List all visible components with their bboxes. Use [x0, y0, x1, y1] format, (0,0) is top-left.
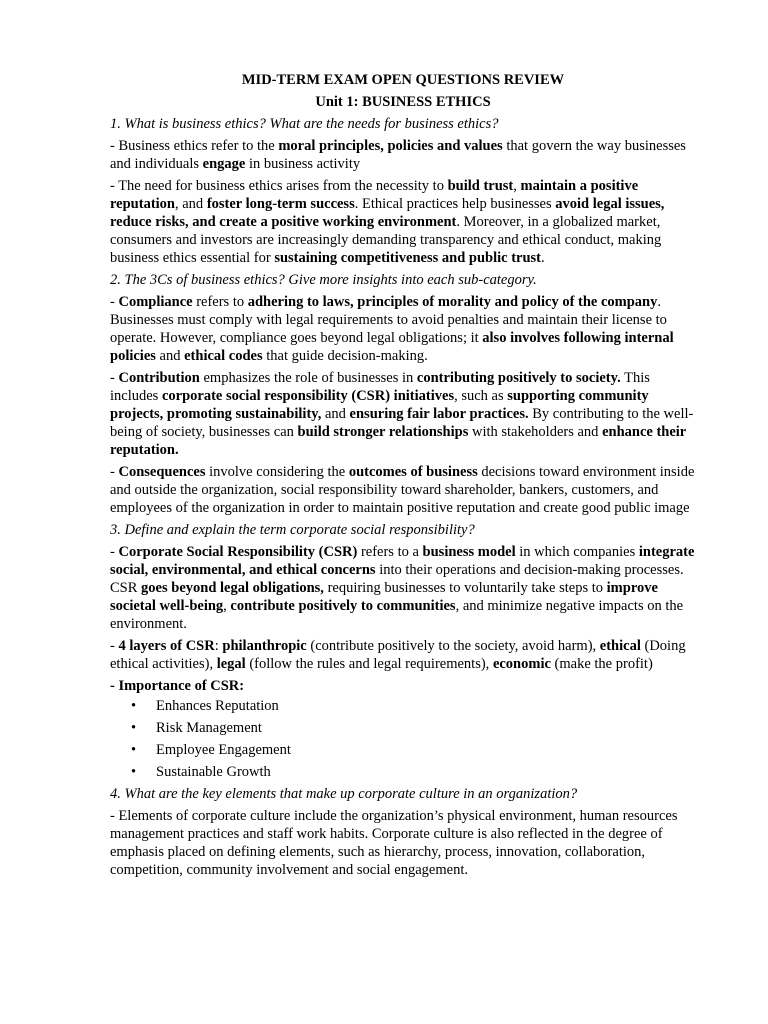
bold-text: ensuring fair labor practices.: [349, 406, 529, 422]
bullet-text: Enhances Reputation: [156, 698, 279, 714]
answer-paragraph: [110, 807, 696, 879]
bullet-text: Employee Engagement: [156, 742, 291, 758]
text-run: , and minimize negative impacts on the environment.: [110, 598, 684, 632]
bold-text: corporate social responsibility (CSR) initiatives: [161, 388, 455, 404]
answer-paragraph: [110, 463, 696, 517]
text-run: and: [155, 348, 185, 364]
text-run: refers to: [192, 294, 248, 310]
text-run: in business activity: [245, 156, 361, 172]
bold-text: - Importance of CSR:: [110, 678, 245, 694]
text-run: -: [110, 464, 119, 480]
text-run: and: [321, 406, 350, 422]
bold-text: build trust: [447, 178, 514, 194]
bold-text: avoid legal issues, reduce risks, and create a positive working environment: [110, 196, 665, 230]
text-run: in which companies: [515, 544, 639, 560]
bullet-dot-icon: •: [131, 764, 137, 780]
bullet-dot-icon: •: [131, 698, 137, 714]
text-run: -: [110, 370, 119, 386]
text-run: that guide decision-making.: [262, 348, 428, 364]
text-run: -: [110, 638, 119, 654]
bold-text: improve societal well-being: [110, 580, 658, 614]
bold-text: 4 layers of CSR: [118, 638, 215, 654]
text-run: that govern the way businesses and individuals: [110, 138, 686, 172]
text-run: refers to a: [357, 544, 423, 560]
text-run: -: [110, 294, 119, 310]
text-run: By contributing to the well-being of society, businesses can: [110, 406, 694, 440]
text-run: involve considering the: [205, 464, 349, 480]
text-run: .: [541, 250, 545, 266]
bullet-item: [110, 741, 696, 759]
bold-text: Corporate Social Responsibility (CSR): [118, 544, 358, 560]
bullet-text: Risk Management: [156, 720, 262, 736]
text-run: :: [214, 638, 223, 654]
bullet-text: Sustainable Growth: [156, 764, 271, 780]
text-run: This includes: [110, 370, 650, 404]
bold-text: contributing positively to society.: [416, 370, 621, 386]
text-run: emphasizes the role of businesses in: [199, 370, 417, 386]
answer-paragraph: [110, 369, 696, 459]
answer-paragraph: [110, 677, 696, 695]
bold-text: goes beyond legal obligations,: [141, 580, 324, 596]
text-run: (Doing ethical activities),: [110, 638, 686, 672]
question-heading: 4. What are the key elements that make up corporate culture in an organization?: [110, 786, 578, 802]
bold-text: build stronger relationships: [297, 424, 469, 440]
document-body: [110, 115, 696, 879]
text-run: (follow the rules and legal requirements),: [245, 656, 493, 672]
bullet-item: [110, 719, 696, 737]
text-run: ,: [223, 598, 231, 614]
bold-text: supporting community projects, promoting sustainability,: [110, 388, 649, 422]
question-heading: 2. The 3Cs of business ethics? Give more insights into each sub-category.: [110, 272, 537, 288]
bold-text: foster long-term success: [206, 196, 355, 212]
bullet-item: [110, 697, 696, 715]
page-subtitle: Unit 1: BUSINESS ETHICS: [315, 94, 491, 110]
bold-text: moral principles, policies and values: [278, 138, 503, 154]
bold-text: maintain a positive reputation: [110, 178, 639, 212]
text-run: , and: [175, 196, 207, 212]
text-run: - Elements of corporate culture include the organization’s physical environment, human resources management practices and staff work habits. Corporate culture is also reflected in the degree of emphasis placed on defining elements, such as hierarchy, process, innovation, collaboration, competition, community involvement and social engagement.: [110, 808, 678, 878]
bold-text: engage: [202, 156, 246, 172]
bold-text: enhance their reputation.: [110, 424, 686, 458]
bold-text: ethical codes: [184, 348, 263, 364]
bold-text: contribute positively to communities: [230, 598, 456, 614]
bold-text: also involves following internal policies: [110, 330, 674, 364]
question-heading: 1. What is business ethics? What are the needs for business ethics?: [110, 116, 499, 132]
text-run: , such as: [454, 388, 508, 404]
bullet-dot-icon: •: [131, 720, 137, 736]
bullet-item: [110, 763, 696, 781]
bold-text: philanthropic: [222, 638, 307, 654]
bold-text: integrate social, environmental, and ethical concerns: [110, 544, 695, 578]
bold-text: Compliance: [118, 294, 193, 310]
answer-paragraph: [110, 137, 696, 173]
answer-paragraph: [110, 177, 696, 267]
bold-text: Consequences: [118, 464, 206, 480]
text-run: into their operations and decision-making processes. CSR: [110, 562, 684, 596]
text-run: - Business ethics refer to the: [110, 138, 279, 154]
bold-text: outcomes of business: [348, 464, 478, 480]
bullet-list: [110, 697, 696, 781]
text-run: (make the profit): [550, 656, 653, 672]
question-heading: 3. Define and explain the term corporate social responsibility?: [110, 522, 475, 538]
text-run: . Moreover, in a globalized market, consumers and investors are increasingly demanding transparency and ethical conduct, making business ethics essential for: [110, 214, 662, 266]
text-run: with stakeholders and: [468, 424, 603, 440]
answer-paragraph: [110, 637, 696, 673]
text-run: -: [110, 544, 119, 560]
text-run: . Ethical practices help businesses: [354, 196, 556, 212]
answer-paragraph: [110, 543, 696, 633]
text-run: - The need for business ethics arises from the necessity to: [110, 178, 448, 194]
text-run: requiring businesses to voluntarily take steps to: [323, 580, 607, 596]
bold-text: business model: [422, 544, 516, 560]
bold-text: sustaining competitiveness and public trust: [274, 250, 541, 266]
text-run: ,: [513, 178, 521, 194]
answer-paragraph: [110, 293, 696, 365]
text-run: (contribute positively to the society, avoid harm),: [306, 638, 600, 654]
text-run: . Businesses must comply with legal requirements to avoid penalties and maintain their license to operate. However, compliance goes beyond legal obligations; it: [110, 294, 667, 346]
bold-text: ethical: [599, 638, 641, 654]
bold-text: Contribution: [118, 370, 200, 386]
bold-text: economic: [492, 656, 551, 672]
text-run: decisions toward environment inside and outside the organization, social responsibility toward shareholder, bankers, customers, and employees of the organization in order to maintain positive reputation and create good public image: [110, 464, 695, 516]
bold-text: legal: [216, 656, 246, 672]
bullet-dot-icon: •: [131, 742, 137, 758]
bold-text: adhering to laws, principles of morality and policy of the company: [247, 294, 658, 310]
page-title: MID-TERM EXAM OPEN QUESTIONS REVIEW: [241, 72, 565, 88]
